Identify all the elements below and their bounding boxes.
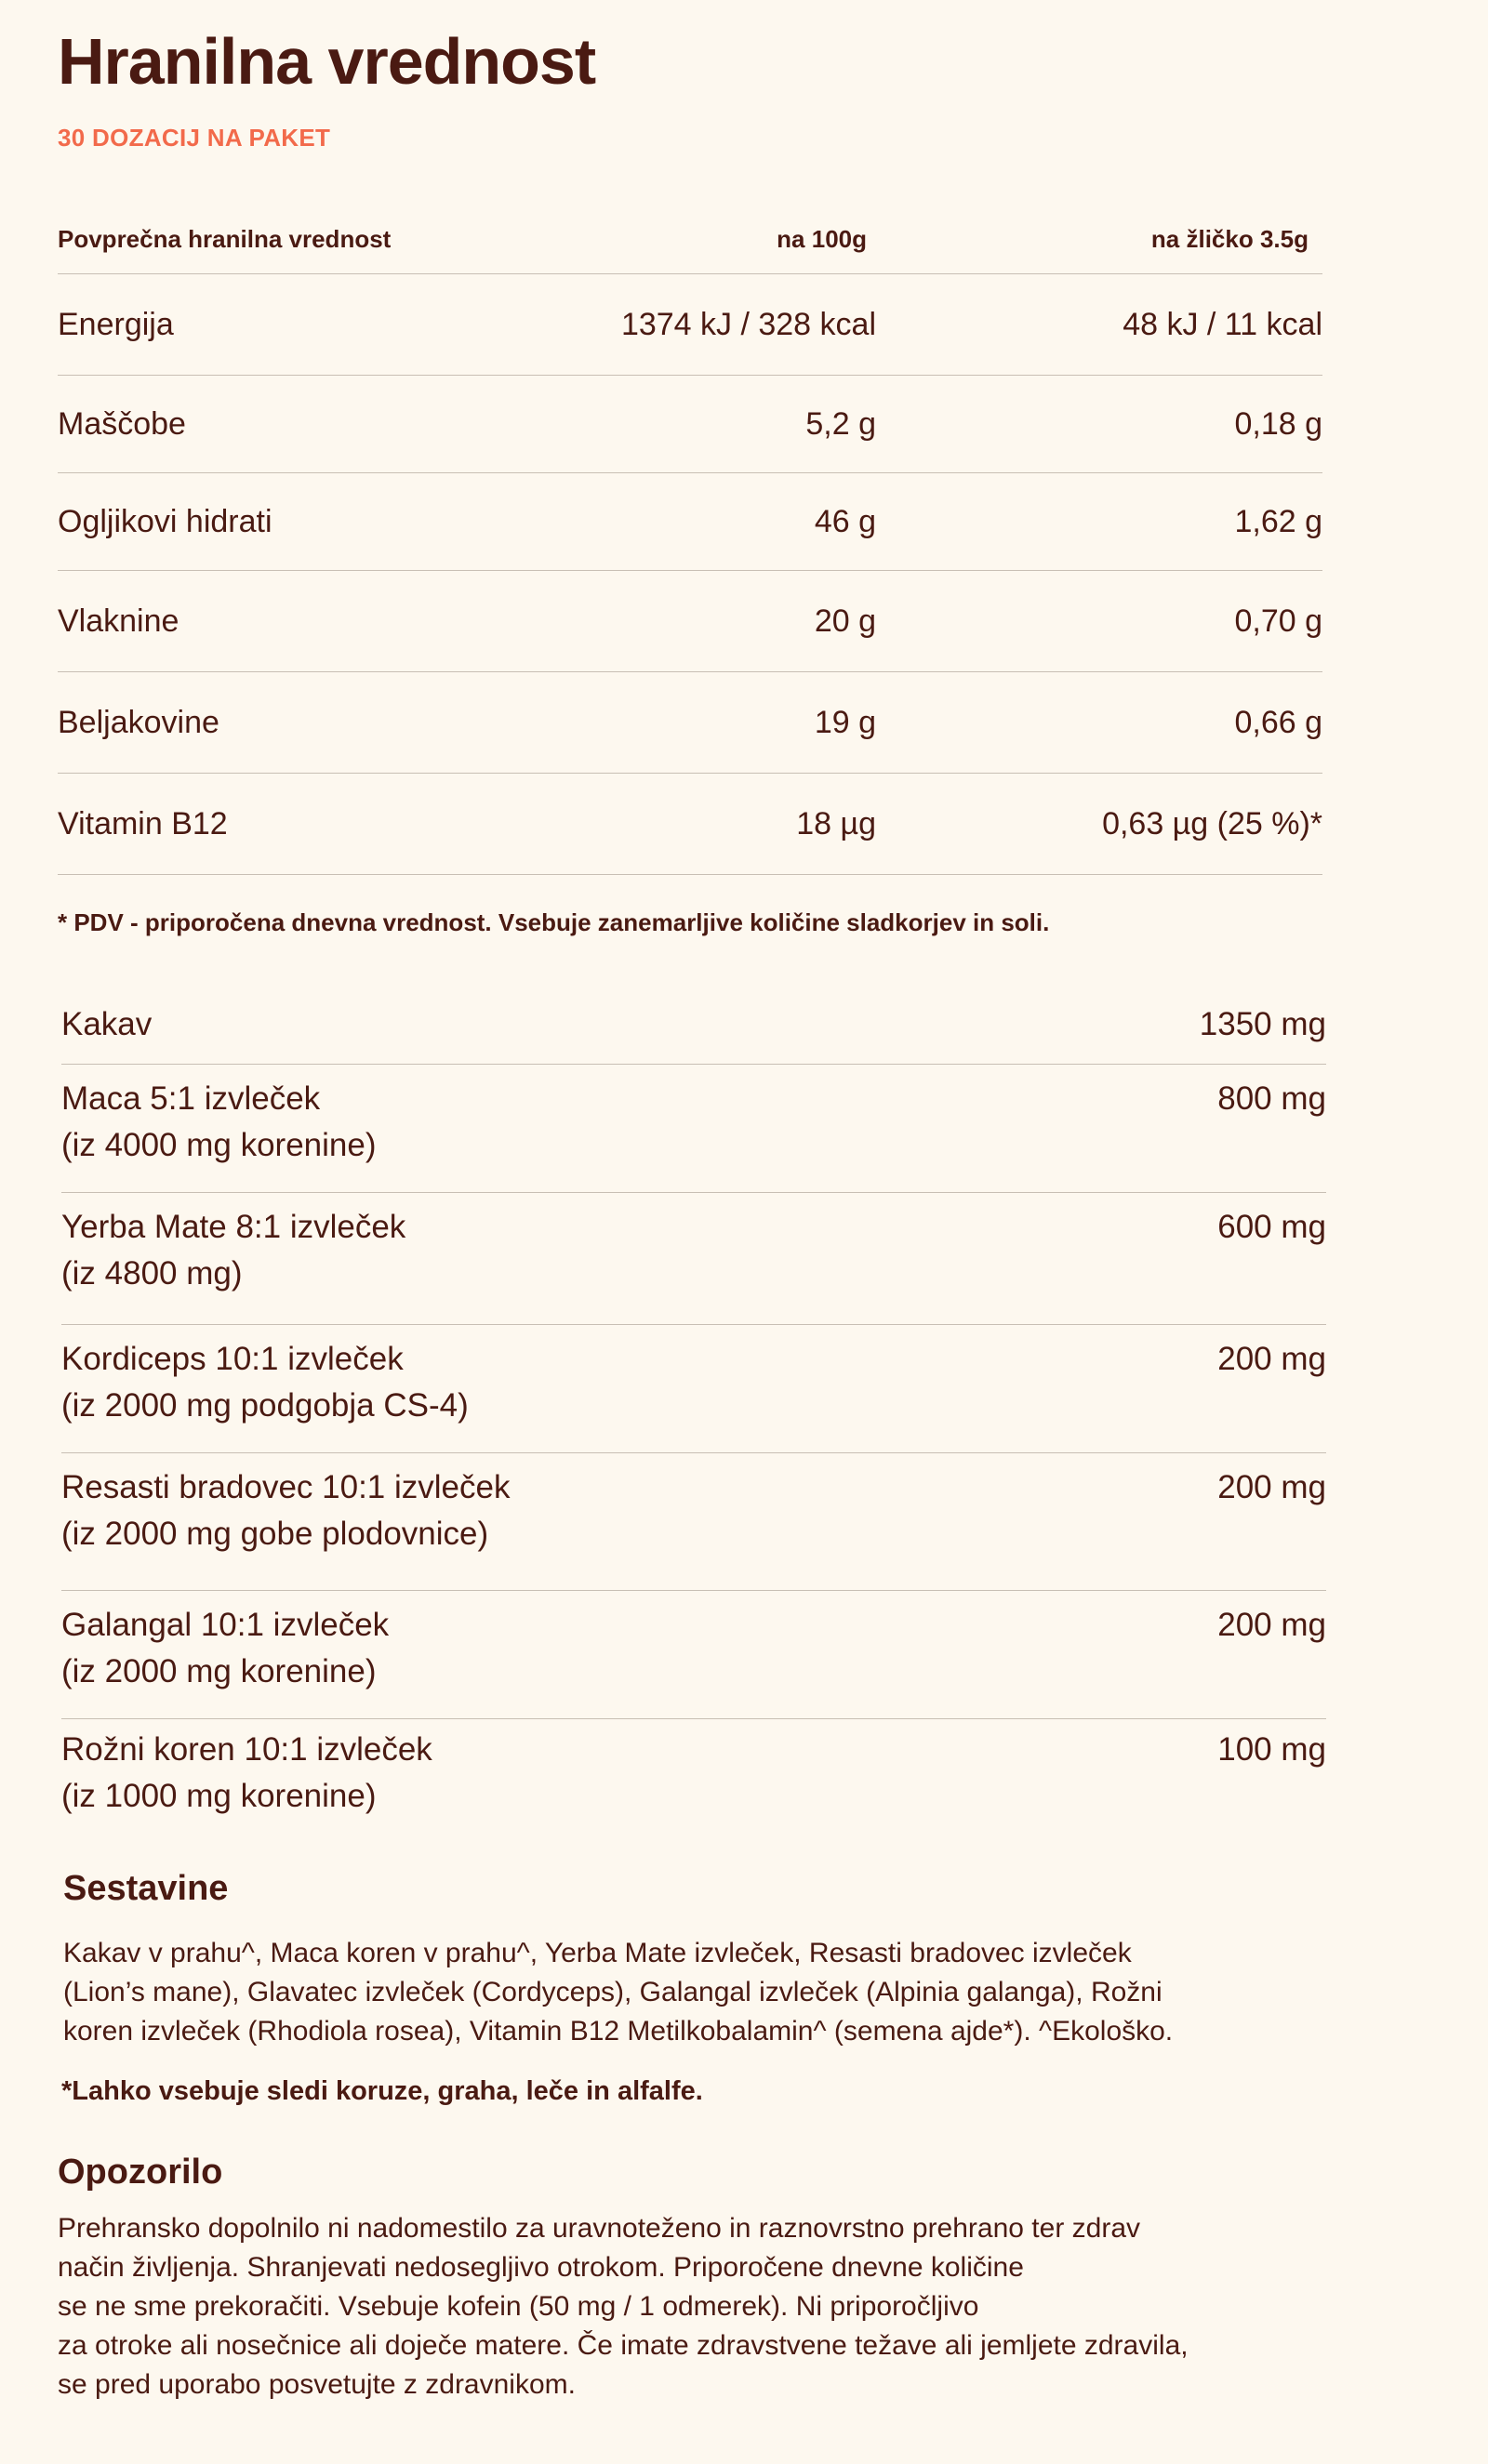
ingredient-row: [61, 1193, 1326, 1325]
ingredient-amount: 200 mg: [1217, 1469, 1326, 1505]
nutrition-table-header: [58, 205, 1322, 274]
ingredient-row: [61, 1453, 1326, 1591]
ingredient-name: Kordiceps 10:1 izvleček: [61, 1341, 404, 1377]
ingredient-row: [61, 1325, 1326, 1453]
ingredient-amount: 600 mg: [1217, 1209, 1326, 1245]
servings-subtitle: 30 DOZACIJ NA PAKET: [58, 124, 331, 152]
nutrition-row: [58, 376, 1322, 473]
ingredient-amount: 1350 mg: [1199, 1006, 1326, 1042]
header-nutrient: Povprečna hranilna vrednost: [58, 224, 392, 253]
page-title: Hranilna vrednost: [58, 25, 596, 98]
nutrient-per-100g: 18 µg: [796, 805, 876, 841]
header-per-spoon: na žličko 3.5g: [1150, 224, 1309, 253]
ingredient-name: Rožni koren 10:1 izvleček: [61, 1731, 432, 1768]
ingredient-amount: 200 mg: [1217, 1607, 1326, 1643]
nutrient-per-spoon: 48 kJ / 11 kcal: [1123, 306, 1322, 342]
nutrient-per-100g: 20 g: [814, 603, 876, 639]
ingredient-row: [61, 986, 1326, 1065]
ingredient-amount: 100 mg: [1217, 1731, 1326, 1768]
nutrition-row: [58, 274, 1322, 376]
nutrient-name: Beljakovine: [58, 704, 219, 740]
ingredient-amount: 200 mg: [1217, 1341, 1326, 1377]
ingredients-heading: Sestavine: [63, 1869, 229, 1908]
ingredient-detail: (iz 4000 mg korenine): [61, 1127, 377, 1163]
nutrient-per-spoon: 0,63 µg (25 %)*: [1102, 805, 1322, 841]
nutrient-per-100g: 5,2 g: [805, 405, 876, 442]
ingredient-name: Kakav: [61, 1006, 153, 1042]
ingredients-line: Kakav v prahu^, Maca koren v prahu^, Yerba Mate izvleček, Resasti bradovec izvleček: [63, 1938, 1132, 1968]
nutrition-table: [58, 205, 1322, 875]
warning-line: za otroke ali nosečnice ali doječe matere. Če imate zdravstvene težave ali jemljete zdravila,: [58, 2330, 1189, 2361]
ingredient-detail: (iz 2000 mg podgobja CS-4): [61, 1387, 469, 1424]
nutrition-row: [58, 774, 1322, 875]
nutrient-per-100g: 19 g: [814, 704, 876, 740]
nutrient-per-spoon: 0,70 g: [1234, 603, 1322, 639]
nutrition-row: [58, 473, 1322, 571]
nutrient-name: Ogljikovi hidrati: [58, 503, 272, 539]
nutrition-footnote: * PDV - priporočena dnevna vrednost. Vsebuje zanemarljive količine sladkorjev in soli.: [58, 908, 1050, 936]
nutrient-name: Maščobe: [58, 405, 186, 442]
nutrition-row: [58, 672, 1322, 774]
warning-line: se ne sme prekoračiti. Vsebuje kofein (50 mg / 1 odmerek). Ni priporočljivo: [58, 2291, 979, 2322]
allergen-note: *Lahko vsebuje sledi koruze, graha, leče in alfalfe.: [61, 2076, 703, 2106]
nutrient-per-spoon: 0,18 g: [1234, 405, 1322, 442]
warning-line: način življenja. Shranjevati nedosegljivo otrokom. Priporočene dnevne količine: [58, 2252, 1024, 2283]
ingredient-name: Resasti bradovec 10:1 izvleček: [61, 1469, 511, 1505]
warning-heading: Opozorilo: [58, 2153, 223, 2192]
ingredient-detail: (iz 4800 mg): [61, 1255, 243, 1292]
ingredient-name: Maca 5:1 izvleček: [61, 1080, 321, 1117]
nutrient-per-100g: 46 g: [814, 503, 876, 539]
ingredients-line: (Lion’s mane), Glavatec izvleček (Cordyceps), Galangal izvleček (Alpinia galanga), Rožni: [63, 1977, 1162, 2007]
ingredient-row: [61, 1719, 1326, 1840]
ingredient-detail: (iz 2000 mg korenine): [61, 1653, 377, 1689]
ingredients-amount-table: [61, 986, 1326, 1840]
ingredient-amount: 800 mg: [1217, 1080, 1326, 1117]
nutrient-name: Energija: [58, 306, 174, 342]
ingredients-line: koren izvleček (Rhodiola rosea), Vitamin B12 Metilkobalamin^ (semena ajde*). ^Ekološko.: [63, 2016, 1174, 2047]
ingredient-detail: (iz 2000 mg gobe plodovnice): [61, 1516, 489, 1552]
nutrient-name: Vlaknine: [58, 603, 179, 639]
ingredient-name: Galangal 10:1 izvleček: [61, 1607, 390, 1643]
header-per-100g: na 100g: [777, 224, 867, 253]
nutrient-per-spoon: 0,66 g: [1234, 704, 1322, 740]
nutrient-per-100g: 1374 kJ / 328 kcal: [620, 306, 876, 342]
nutrient-name: Vitamin B12: [58, 805, 228, 841]
nutrition-row: [58, 571, 1322, 672]
ingredient-row: [61, 1591, 1326, 1719]
ingredient-row: [61, 1065, 1326, 1193]
ingredient-name: Yerba Mate 8:1 izvleček: [61, 1209, 406, 1245]
ingredient-detail: (iz 1000 mg korenine): [61, 1778, 377, 1814]
warning-line: Prehransko dopolnilo ni nadomestilo za uravnoteženo in raznovrstno prehrano ter zdrav: [58, 2213, 1141, 2244]
warning-line: se pred uporabo posvetujte z zdravnikom.: [58, 2369, 576, 2400]
nutrient-per-spoon: 1,62 g: [1234, 503, 1322, 539]
ingredients-text: [63, 1934, 1347, 2051]
warning-text: [58, 2209, 1341, 2404]
